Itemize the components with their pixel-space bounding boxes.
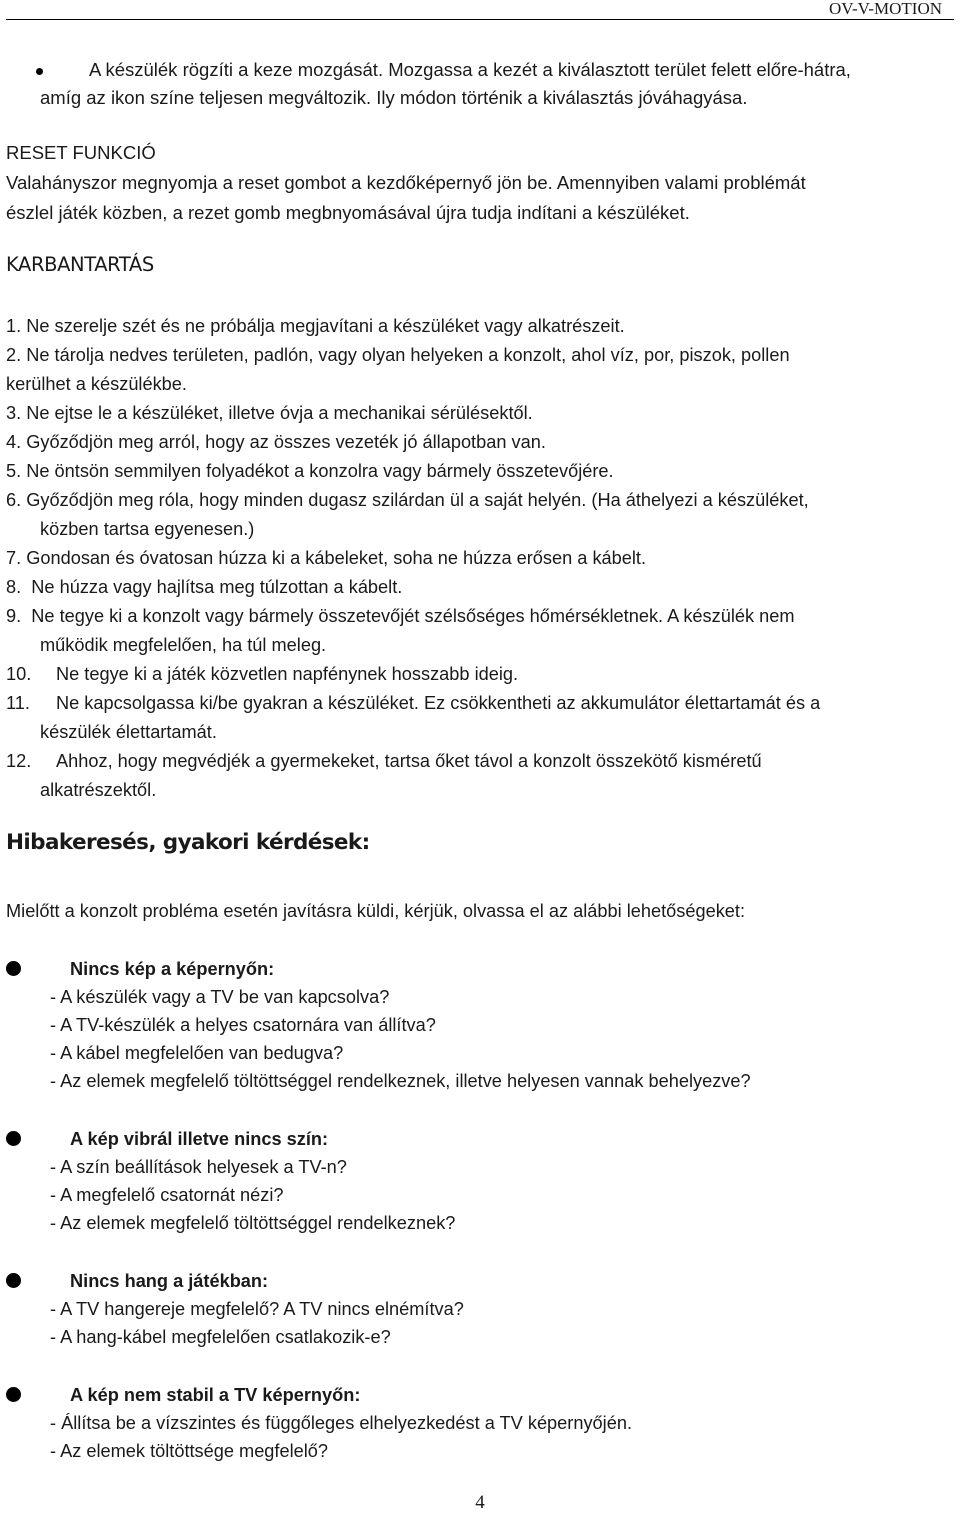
faq-section-no-sound: [6, 1267, 952, 1351]
item-text: Ne öntsön semmilyen folyadékot a konzolra vagy bármely összetevőjére.: [26, 461, 614, 481]
item-text: Győződjön meg arról, hogy az összes vezeték jó állapotban van.: [26, 432, 546, 452]
item-number: 12.: [6, 751, 32, 771]
item-text: Gondosan és óvatosan húzza ki a kábeleket, soha ne húzza erősen a kábelt.: [26, 548, 647, 568]
faq-line: - A megfelelő csatornát nézi?: [50, 1185, 284, 1205]
bullet-icon: [6, 961, 21, 976]
item-number: 8.: [6, 577, 22, 597]
troubleshooting-lead: Mielőtt a konzolt probléma esetén javításra küldi, kérjük, olvassa el az alábbi lehetőségeket:: [6, 901, 746, 921]
faq-line: - Az elemek megfelelő töltöttséggel rendelkeznek?: [50, 1213, 456, 1233]
item-number: 3.: [6, 403, 22, 423]
troubleshooting-heading: Hibakeresés, gyakori kérdések:: [6, 830, 370, 855]
list-item: [6, 428, 952, 457]
faq-title: Nincs hang a játékban:: [70, 1271, 269, 1291]
intro-line-1: A készülék rögzíti a keze mozgását. Mozgassa a kezét a kiválasztott terület felett előre-hátra,: [89, 59, 851, 80]
running-header: OV-V-MOTION: [828, 0, 942, 18]
faq-section-unstable: [6, 1381, 952, 1465]
reset-line-1: Valahányszor megnyomja a reset gombot a kezdőképernyő jön be. Amennyiben valami problémát: [6, 172, 806, 193]
item-number: 11.: [6, 693, 30, 713]
bullet-icon: [6, 1131, 21, 1146]
intro-bullet-block: [6, 56, 951, 112]
page-number: 4: [475, 1492, 485, 1513]
list-item: [6, 457, 952, 486]
faq-title: Nincs kép a képernyőn:: [70, 959, 275, 979]
item-number: 10.: [6, 664, 32, 684]
faq-title: A kép vibrál illetve nincs szín:: [70, 1129, 329, 1149]
faq-line: - A TV-készülék a helyes csatornára van állítva?: [50, 1015, 436, 1035]
faq-line: - A készülék vagy a TV be van kapcsolva?: [50, 987, 390, 1007]
maintenance-list: [6, 312, 952, 805]
item-text: Ahhoz, hogy megvédjék a gyermekeket, tartsa őket távol a konzolt összekötő kisméretű: [56, 751, 762, 771]
list-item: [6, 486, 952, 544]
header-rule: [6, 19, 954, 20]
faq-line: - Állítsa be a vízszintes és függőleges elhelyezkedést a TV képernyőjén.: [50, 1413, 632, 1433]
bullet-icon: [36, 68, 43, 75]
list-item: [6, 689, 952, 747]
item-number: 6.: [6, 490, 22, 510]
reset-title: RESET FUNKCIÓ: [6, 142, 156, 163]
item-text: Ne ejtse le a készüléket, illetve óvja a mechanikai sérülésektől.: [26, 403, 533, 423]
item-text: Ne tegye ki a játék közvetlen napfénynek hosszabb ideig.: [56, 664, 519, 684]
item-text: Ne szerelje szét és ne próbálja megjavítani a készüléket vagy alkatrészeit.: [26, 316, 625, 336]
faq-line: - Az elemek töltöttsége megfelelő?: [50, 1441, 329, 1461]
faq-line: - A TV hangereje megfelelő? A TV nincs elnémítva?: [50, 1299, 464, 1319]
item-continuation: kerülhet a készülékbe.: [6, 374, 187, 394]
item-text: Ne húzza vagy hajlítsa meg túlzottan a kábelt.: [31, 577, 403, 597]
item-text: Ne kapcsolgassa ki/be gyakran a készüléket. Ez csökkentheti az akkumulátor élettartamát és a: [56, 693, 821, 713]
intro-line-2: amíg az ikon színe teljesen megváltozik. Ily módon történik a kiválasztás jóváhagyása.: [40, 87, 748, 108]
list-item: [6, 399, 952, 428]
item-continuation: közben tartsa egyenesen.): [40, 519, 255, 539]
list-item: [6, 312, 952, 341]
faq-section-no-picture: [6, 955, 952, 1095]
bullet-icon: [6, 1273, 21, 1288]
item-continuation: készülék élettartamát.: [40, 722, 217, 742]
list-item: [6, 544, 952, 573]
list-item: [6, 341, 952, 399]
list-item: [6, 660, 952, 689]
list-item: [6, 747, 952, 805]
list-item: [6, 573, 952, 602]
item-text: Ne tegye ki a konzolt vagy bármely összetevőjét szélsőséges hőmérsékletnek. A készülék nem: [31, 606, 795, 626]
item-number: 5.: [6, 461, 22, 481]
faq-line: - A szín beállítások helyesek a TV-n?: [50, 1157, 347, 1177]
faq-line: - Az elemek megfelelő töltöttséggel rendelkeznek, illetve helyesen vannak behelyezve?: [50, 1071, 751, 1091]
item-number: 1.: [6, 316, 22, 336]
item-continuation: működik megfelelően, ha túl meleg.: [40, 635, 327, 655]
item-number: 4.: [6, 432, 22, 452]
faq-line: - A kábel megfelelően van bedugva?: [50, 1043, 344, 1063]
reset-section: [6, 138, 951, 228]
list-item: [6, 602, 952, 660]
item-text: Ne tárolja nedves területen, padlón, vagy olyan helyeken a konzolt, ahol víz, por, piszok, pollen: [26, 345, 790, 365]
item-text: Győződjön meg róla, hogy minden dugasz szilárdan ül a saját helyén. (Ha áthelyezi a készüléket,: [26, 490, 809, 510]
item-number: 9.: [6, 606, 22, 626]
faq-section-flicker: [6, 1125, 952, 1237]
bullet-icon: [6, 1387, 21, 1402]
faq-line: - A hang-kábel megfelelően csatlakozik-e?: [50, 1327, 391, 1347]
item-number: 7.: [6, 548, 22, 568]
faq-title: A kép nem stabil a TV képernyőn:: [70, 1385, 361, 1405]
item-number: 2.: [6, 345, 22, 365]
item-continuation: alkatrészektől.: [40, 780, 157, 800]
maintenance-title: KARBANTARTÁS: [6, 253, 154, 276]
reset-line-2: észlel játék közben, a rezet gomb megbnyomásával újra tudja indítani a készüléket.: [6, 202, 690, 223]
